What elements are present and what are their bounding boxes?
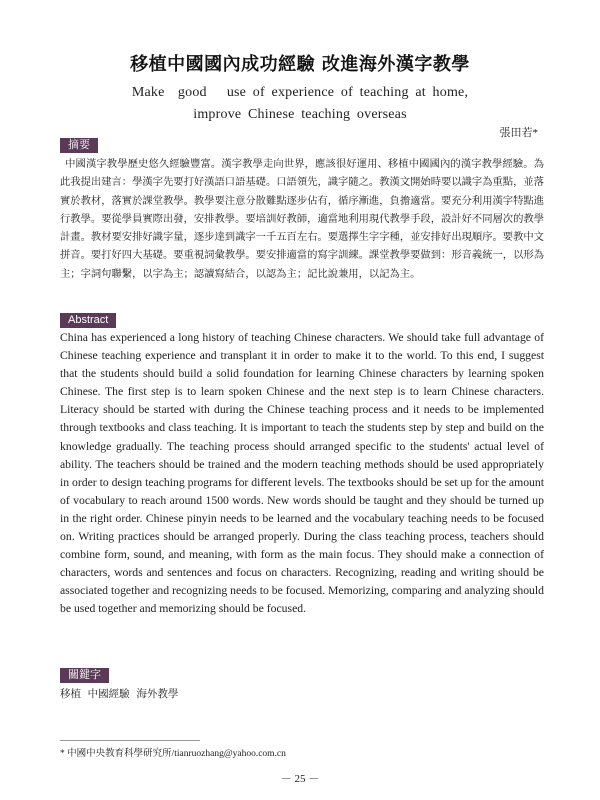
keywords: 移植 中國經驗 海外教學 — [60, 688, 179, 700]
abstract-zh-label: 摘要 — [60, 138, 98, 153]
footnote: * 中國中央教育科學研究所/tianruozhang@yahoo.com.cn — [60, 749, 286, 759]
page-number: － 25 － — [280, 773, 320, 785]
abstract-en-body: China has experienced a long history of teaching Chinese characters. We should take full advantage of Chinese teaching experience and transplant it in order to make it to the world. To this end, I suggest that the students should build a solid foundation for learning Chinese characters by learning spoken Chinese. The first step is to learn spoken Chinese and the next step is to learn Chinese characters. Literacy should be started with during the Chinese teaching process and it needs to be implemented through textbooks and class teaching. It is important to teach the students step by step and build on the knowledge gradually. The teaching process should arranged specific to the students' actual level of ability. The teachers should be trained and the modern teaching methods should be used appropriately in order to design teaching programs for different levels. The textbooks should be set up for the amount of vocabulary to reach around 1500 words. New words should be taught and they should be turned up in the right order. Chinese pinyin needs to be learned and the vocabulary teaching needs to be focused on. Writing practices should be arranged properly. During the class teaching process, teachers should combine form, sound, and meaning, with form as the main focus. They should make a connection of characters, words and sentences and focus on characters. Recognizing, reading and writing should be associated together and recognizing needs to be focused. Memorizing, comparing and analyzing should be used together and memorizing should be focused. — [60, 331, 544, 616]
abstract-en-label: Abstract — [60, 313, 116, 328]
title-english-line-1: Make good use of experience of teaching at home, — [131, 85, 469, 100]
abstract-zh-body: 中國漢字教學歷史悠久經驗豐富。漢字教學走向世界，應該很好運用、移植中國國內的漢字教學經驗。為此我提出建言：學漢字先要打好漢語口語基礎。口語領先，識字隨之。教漢文開始時要以識字為重點，並落實於教材，落實於課堂教學。教學要注意分散難點逐步佔有，循序漸進，負擔適當。要充分利用漢字特點進行教學。要從學員實際出發，安排教學。要培訓好教師，適當地利用現代教學手段，設計好不同層次的教學計畫。教材要安排好識字量，逐步達到識字一千五百左右。要選擇生字字種，並安排好出現順序。要教中文拼音。要打好四大基礎。要重視詞彙教學。要安排適當的寫字訓練。課堂教學要做到：形音義統一，以形為主；字詞句聯繫，以字為主；認讀寫結合，以認為主；記比說兼用，以記為主。 — [60, 158, 544, 280]
author: 張田若* — [499, 127, 538, 139]
keywords-label: 關鍵字 — [60, 668, 109, 683]
title-english — [0, 82, 600, 126]
title-chinese: 移植中國國內成功經驗 改進海外漢字教學 — [130, 54, 470, 75]
title-english-line-2: improve Chinese teaching overseas — [193, 107, 407, 122]
footnote-divider — [60, 740, 200, 741]
